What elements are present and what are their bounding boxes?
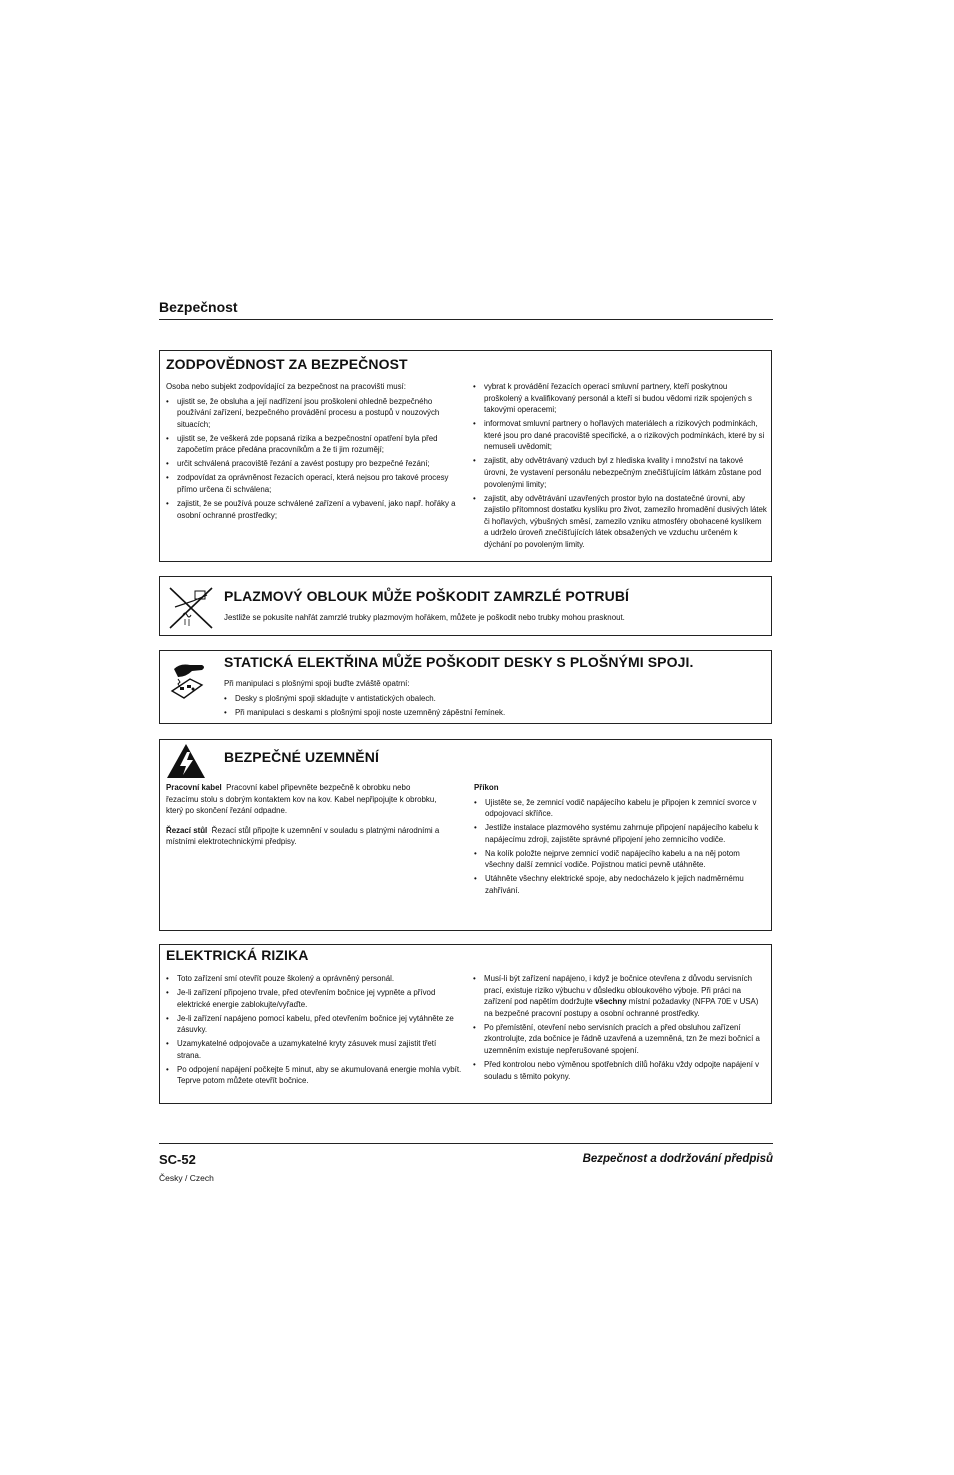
list-item: • Desky s plošnými spoji skladujte v antistatických obalech. [224, 693, 764, 705]
list-item: • Při manipulaci s deskami s plošnými spoji noste uzemněný zápěstní řemínek. [224, 707, 764, 719]
plasma-text: Jestliže se pokusíte nahřát zamrzlé trubky plazmovým hořákem, můžete je poškodit nebo trubky mohou prasknout. [224, 613, 625, 622]
header-rule [159, 319, 773, 320]
electrical-hazards-box [159, 944, 772, 1104]
responsibility-left-column [166, 381, 462, 523]
responsibility-right-column [473, 381, 767, 553]
page-number: SC-52 [159, 1152, 196, 1167]
list-item: • Po přemístění, otevření nebo servisních pracích a před obsluhou zařízení zkontrolujte, zda bočnice je řádně uzavřená a uzemněná, tzn že mezi bočnicí a uzemněním existuje nepřerušované spojení. [473, 1022, 767, 1057]
document-title: Bezpečnost a dodržování předpisů [582, 1153, 773, 1165]
work-cable-text: Pracovní kabel připevněte bezpečně k obrobku nebo řezacímu stolu s dobrým kontaktem kov na kov. Kabel nepřipojujte k obrobku, který po skončení řezání odpadne. [166, 783, 437, 816]
power-label: Příkon [474, 783, 499, 792]
responsibility-left-list [166, 396, 462, 522]
list-item: • zajistit, aby odvětrávaný vzduch byl z hlediska kvality i množství na takové úrovni, že vystavení personálu nebezpečným znečišťujícím látkám zůstane pod povolenými limity; [473, 455, 767, 490]
language-label: Česky / Czech [159, 1173, 214, 1183]
electrical-title: ELEKTRICKÁ RIZIKA [166, 947, 309, 963]
static-title: STATICKÁ ELEKTŘINA MŮŽE POŠKODIT DESKY S PLOŠNÝMI SPOJI. [224, 654, 694, 670]
high-voltage-warning-icon [166, 743, 206, 784]
power-list [474, 797, 766, 897]
list-item: • ujistit se, že veškerá zde popsaná rizika a bezpečnostní opatření byla před započetím práce předána pracovníkům a že ti jim rozumějí; [166, 433, 462, 456]
static-list [224, 693, 764, 719]
frozen-pipe-no-icon [167, 585, 215, 636]
electrical-left-column [166, 973, 462, 1089]
static-intro: Při manipulaci s plošnými spoji buďte zvláště opatrní: [224, 679, 410, 688]
list-item: • určit schválená pracoviště řezání a zavést postupy pro bezpečné řezání; [166, 458, 462, 470]
list-item: • Je-li zařízení napájeno pomocí kabelu, před otevřením bočnice jej vytáhněte ze zásuvky. [166, 1013, 462, 1036]
grounding-right-column [474, 782, 766, 899]
list-item: • Je-li zařízení připojeno trvale, před otevřením bočnice jej vypněte a přívod elektrické energie zablokujte/vyřaďte. [166, 987, 462, 1010]
list-item: • Jestliže instalace plazmového systému zahrnuje připojení napájecího kabelu k napájecímu zdroji, zajistěte správné připojení jeho zemnicího vodiče. [474, 822, 766, 845]
list-item: • vybrat k provádění řezacích operací smluvní partnery, kteří poskytnou proškolený a kvalifikovaný personál a kteří si budou vědomi rizik spojených s takovými operacemi; [473, 381, 767, 416]
list-item [473, 973, 767, 1019]
work-cable-label: Pracovní kabel [166, 783, 222, 792]
electrical-left-list [166, 973, 462, 1087]
list-item-text: Musí-li být zařízení napájeno, i když je bočnice otevřena z důvodu servisních prací, existuje riziko výbuchu v důsledku obloukového výboje. Při práci na zařízení pod napětím dodržujte [484, 974, 752, 1007]
list-item: • Na kolík položte nejprve zemnicí vodič napájecího kabelu a na něj potom všechny další zemnicí vodiče. Pojistnou matici pevně utáhněte. [474, 848, 766, 871]
static-warning-box [159, 650, 772, 724]
electrical-right-column [473, 973, 767, 1085]
list-item: • Toto zařízení smí otevřít pouze školený a oprávněný personál. [166, 973, 462, 985]
static-content [224, 678, 764, 721]
plasma-warning-box [159, 576, 772, 636]
section-title: Bezpečnost [159, 299, 238, 315]
grounding-box [159, 739, 772, 931]
list-item: • zajistit, aby odvětrávání uzavřených prostor bylo na dostatečné úrovni, aby zajistilo přítomnost dostatku kyslíku pro život, zamezilo hromadění dusivých látek či hořlavých, výbušných směsí, zamezilo vzniku atmosféry obohacené kyslíkem a udrželo úroveň znečišťujících látek obsažených ve vzduchu určeném k dýchání po povoleným limity. [473, 493, 767, 551]
list-item: • Ujistěte se, že zemnicí vodič napájecího kabelu je připojen k zemnicí svorce v odpojovací skříňce. [474, 797, 766, 820]
plasma-title: PLAZMOVÝ OBLOUK MŮŽE POŠKODIT ZAMRZLÉ POTRUBÍ [224, 588, 630, 604]
cutting-table-paragraph [166, 825, 442, 848]
list-item: • zajistit, že se používá pouze schválené zařízení a vybavení, jako např. hořáky a osobní ochranné prostředky; [166, 498, 462, 521]
responsibility-right-list [473, 381, 767, 550]
grounding-left-column [166, 782, 442, 848]
electrical-right-list [473, 973, 767, 1082]
list-item: • Po odpojení napájení počkejte 5 minut, aby se akumulovaná energie mohla vybít. Teprve potom můžete otevřít bočnice. [166, 1064, 462, 1087]
list-item: • informovat smluvní partnery o hořlavých materiálech a rizikových podmínkách, které jsou pro dané pracoviště specifické, a o rizikových podmínkách, které by si nemuseli uvědomit; [473, 418, 767, 453]
list-item-emphasis: všechny [594, 997, 627, 1007]
cutting-table-label: Řezací stůl [166, 825, 208, 835]
static-hand-circuit-board-icon [168, 661, 208, 706]
list-item: • Před kontrolou nebo výměnou spotřebních dílů hořáku vždy odpojte napájení v souladu s těmito pokyny. [473, 1059, 767, 1082]
responsibility-box [159, 350, 772, 562]
list-item: • Uzamykatelné odpojovače a uzamykatelné kryty zásuvek musí zajistit třetí strana. [166, 1038, 462, 1061]
list-item: • Utáhněte všechny elektrické spoje, aby nedocházelo k jejich nadměrnému zahřívání. [474, 873, 766, 896]
responsibility-intro: Osoba nebo subjekt zodpovídající za bezpečnost na pracovišti musí: [166, 382, 406, 391]
cutting-table-text: Řezací stůl připojte k uzemnění v souladu s platnými národními a místními elektrotechnickými předpisy. [166, 825, 440, 847]
list-item-text: místní požadavky (NFPA 70E v USA) na bezpečné pracovní postupy a osobní ochranné prostředky. [484, 997, 759, 1018]
list-item: • ujistit se, že obsluha a její nadřízení jsou proškoleni ohledně bezpečného používání zařízení, bezpečného provádění procesu a postupů v nouzových situacích; [166, 396, 462, 431]
responsibility-title: ZODPOVĚDNOST ZA BEZPEČNOST [166, 356, 408, 372]
list-item: • zodpovídat za oprávněnost řezacích operací, která nejsou pro takové procesy přímo určena či schválena; [166, 472, 462, 495]
grounding-title: BEZPEČNÉ UZEMNĚNÍ [224, 749, 379, 765]
footer-rule [159, 1143, 773, 1144]
work-cable-paragraph [166, 782, 442, 817]
